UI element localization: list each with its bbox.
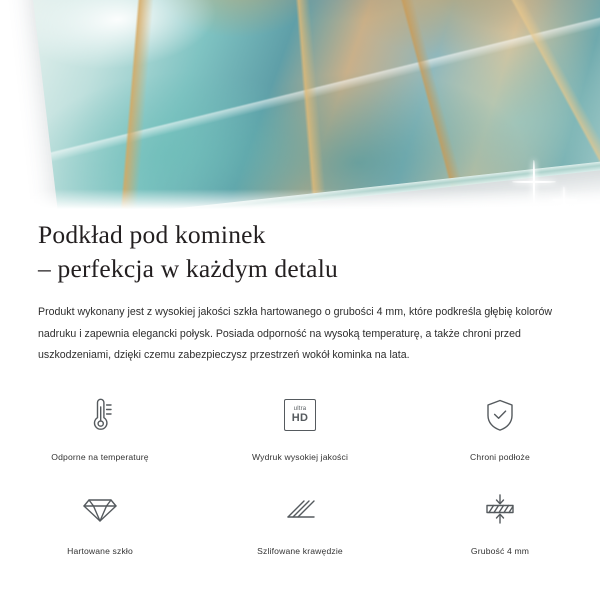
thermometer-icon [83, 392, 117, 438]
diamond-icon [81, 486, 119, 532]
ultra-hd-icon [284, 392, 316, 438]
headline-line-1: Podkład pod kominek [38, 220, 266, 249]
feature-label: Grubość 4 mm [470, 546, 530, 556]
feature-row-bottom [0, 486, 600, 556]
feature-label: Chroni podłoże [470, 452, 530, 462]
hero-fade-mask [0, 189, 600, 215]
text-content-block [0, 218, 600, 367]
thickness-icon [480, 486, 520, 532]
feature-label: Odporne na temperaturę [51, 452, 149, 462]
feature-label: Hartowane szkło [67, 546, 133, 556]
hero-image-area [0, 0, 600, 215]
page-title [38, 218, 562, 286]
abstract-marble-artwork [29, 0, 600, 215]
product-description-paragraph: Produkt wykonany jest z wysokiej jakości szkła hartowanego o grubości 4 mm, które podkreśla głębię kolorów nadruku i zapewnia elegancki połysk. Posiada odporność na wysoką temperaturę, a także chroni przed uszkodzeniami, dzięki czemu zabezpieczysz przestrzeń wokół kominka na lata. [38, 306, 553, 361]
headline-line-2: – perfekcja w każdym detalu [38, 254, 338, 283]
feature-row-top [0, 392, 600, 462]
feature-item-thickness [400, 486, 600, 556]
polished-edges-icon [282, 486, 318, 532]
feature-label: Wydruk wysokiej jakości [251, 452, 349, 462]
shield-check-icon [482, 392, 518, 438]
feature-label: Szlifowane krawędzie [257, 546, 343, 556]
glass-panel-product-image [29, 0, 600, 215]
feature-item-tempered-glass [0, 486, 200, 556]
feature-item-surface-protection [400, 392, 600, 462]
feature-item-print-quality [200, 392, 400, 462]
feature-item-temperature [0, 392, 200, 462]
ultra-hd-badge-top: ultra [293, 406, 307, 412]
feature-item-polished-edges [200, 486, 400, 556]
feature-grid [0, 392, 600, 556]
ultra-hd-badge-bottom: HD [291, 412, 309, 424]
